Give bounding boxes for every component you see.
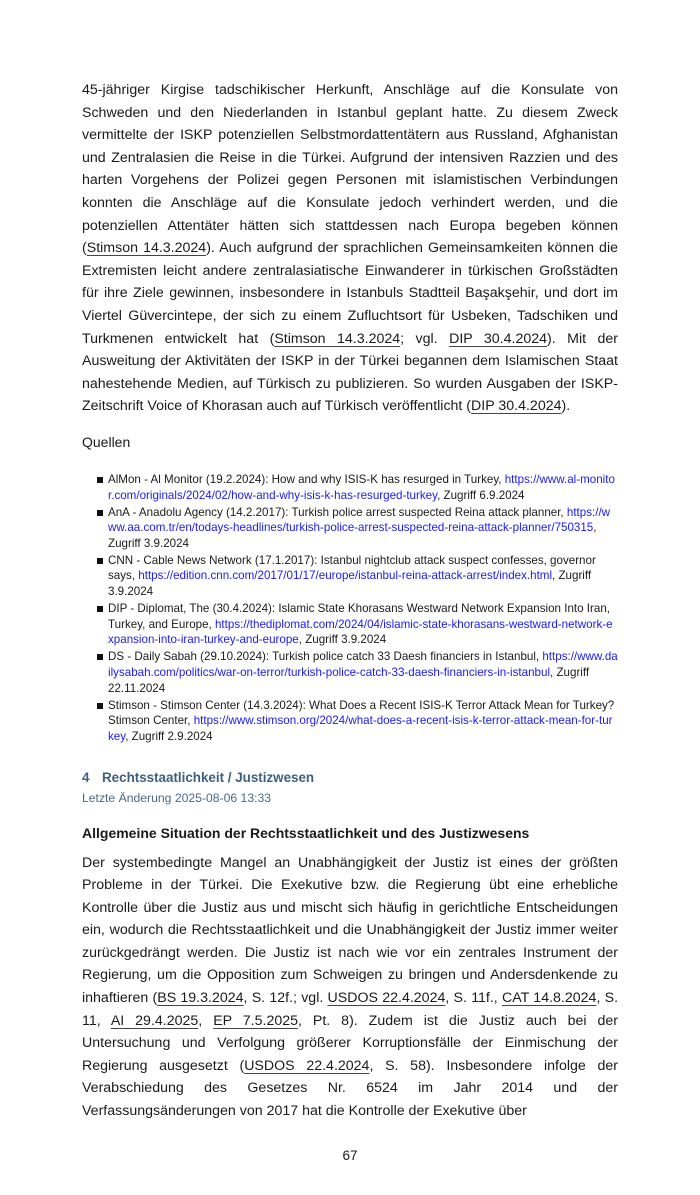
section-title: Rechtsstaatlichkeit / Justizwesen	[102, 769, 315, 785]
paragraph-text: 45-jähriger Kirgise tadschikischer Herkunft, Anschläge auf die Konsulate von Schweden und den Niederlanden in Istanbul geplant hatte. Zu diesem Zweck vermittelte der ISKP potenziellen Selbstmordattentätern aus Russland, Afghanistan und Zentralasien die Reise in die Türkei. Aufgrund der intensiven Razzien und des harten Vorgehens der Polizei gegen Personen mit islamistischen Verbindungen konnten die Anschläge auf die Konsulate jedoch verhindert werden, und die potenziellen Attentäter hätten sich stattdessen nach Europa begeben können (	[82, 82, 618, 257]
source-text: AnA - Anadolu Agency (14.2.2017): Turkish police arrest suspected Reina attack planner,	[108, 505, 567, 519]
paragraph-text: , S. 11,	[82, 990, 619, 1029]
citation-link[interactable]: USDOS 22.4.2024	[244, 1057, 370, 1074]
paragraph-text: ).	[561, 398, 571, 415]
paragraph-text: , Pt. 8). Zudem ist die Justiz auch bei der Untersuchung und Verfolgung größerer Korruptionsfälle der Einmischung der Regierung ausgesetzt (	[82, 1012, 619, 1074]
source-access-date: , Zugriff 22.11.2024	[108, 666, 590, 695]
citation-link[interactable]: DIP 30.4.2024	[449, 330, 548, 347]
citation-link[interactable]: EP 7.5.2025	[213, 1012, 299, 1029]
page-number: 67	[342, 1147, 358, 1163]
source-access-date: , Zugriff 3.9.2024	[298, 633, 387, 647]
source-text: DS - Daily Sabah (29.10.2024): Turkish police catch 33 Daesh financiers in Istanbul,	[108, 650, 543, 664]
last-changed: Letzte Änderung 2025-08-06 13:33	[82, 790, 272, 805]
source-item	[108, 698, 618, 745]
source-item	[108, 553, 618, 600]
paragraph-text: ). Mit der Ausweitung der Aktivitäten der ISKP in der Türkei begannen dem Islamischen Staat nahestehende Medien, auf Türkisch zu publizieren. So wurden Ausgaben der ISKP-Zeitschrift Voice of Khorasan auch auf Türkisch veröffentlicht (	[82, 330, 619, 415]
source-text: AlMon - Al Monitor (19.2.2024): How and why ISIS-K has resurged in Turkey,	[108, 472, 505, 486]
citation-link[interactable]: CAT 14.8.2024	[502, 990, 597, 1007]
paragraph-text: , S. 58). Insbesondere infolge der Verabschiedung des Gesetzes Nr. 6524 im Jahr 2014 und der Verfassungsänderungen von 2017 hat die Kontrolle der Exekutive über	[82, 1057, 618, 1120]
source-access-date: , Zugriff 3.9.2024	[108, 521, 597, 550]
source-item	[108, 472, 618, 503]
source-url-link[interactable]: https://www.dailysabah.com/politics/war-on-terror/turkish-police-catch-33-daesh-financiers-in-istanbul	[108, 650, 618, 680]
citation-link[interactable]: Stimson 14.3.2024	[86, 240, 207, 257]
sources-label: Quellen	[82, 433, 131, 450]
body-paragraph	[82, 79, 618, 418]
paragraph-text: ,	[198, 1012, 214, 1029]
paragraph-text: ). Auch aufgrund der sprachlichen Gemeinsamkeiten können die Extremisten leicht andere zentralasiatische Einwanderer in türkischen Großstädten für ihre Ziele gewinnen, insbesondere in Istanbuls Stadtteil Başakşehir, und dort im Viertel Güvercintepe, der sich zu einem Zufluchtsort für Usbeken, Tadschiken und Turkmenen entwickelt hat (	[82, 240, 618, 347]
body-paragraph	[82, 852, 618, 1123]
citation-link[interactable]: USDOS 22.4.2024	[327, 990, 446, 1007]
source-url-link[interactable]: https://www.aa.com.tr/en/todays-headlines/turkish-police-arrest-suspected-reina-attack-planner/750315	[108, 505, 611, 535]
section-heading	[82, 770, 618, 785]
subheading: Allgemeine Situation der Rechtsstaatlichkeit und des Justizwesens	[82, 824, 530, 841]
source-item	[108, 505, 618, 552]
source-item	[108, 649, 618, 696]
citation-link[interactable]: BS 19.3.2024	[157, 990, 244, 1007]
source-text: DIP - Diplomat, The (30.4.2024): Islamic State Khorasans Westward Network Expansion Into Iran, Turkey, and Europe,	[108, 602, 610, 631]
source-url-link[interactable]: https://www.stimson.org/2024/what-does-a-recent-isis-k-terror-attack-mean-for-turkey	[108, 714, 613, 743]
paragraph-text: , S. 12f.; vgl.	[243, 990, 328, 1007]
source-access-date: , Zugriff 3.9.2024	[108, 569, 592, 599]
citation-link[interactable]: DIP 30.4.2024	[471, 398, 562, 415]
paragraph-text: , S. 11f.,	[445, 990, 502, 1007]
source-access-date: , Zugriff 6.9.2024	[437, 488, 525, 502]
section-number: 4	[82, 769, 90, 785]
paragraph-text: ; vgl.	[400, 330, 450, 347]
source-url-link[interactable]: https://thediplomat.com/2024/04/islamic-state-khorasans-westward-network-expansion-into-iran-turkey-and-europe	[108, 617, 613, 647]
sources-list	[108, 472, 618, 745]
source-url-link[interactable]: https://edition.cnn.com/2017/01/17/europe/istanbul-reina-attack-arrest/index.html	[138, 569, 553, 583]
source-url-link[interactable]: https://www.al-monitor.com/originals/2024/02/how-and-why-isis-k-has-resurged-turkey	[108, 472, 615, 502]
source-item	[108, 601, 618, 648]
paragraph-text: Der systembedingte Mangel an Unabhängigkeit der Justiz ist eines der größten Probleme in der Türkei. Die Exekutive bzw. die Regierung übt eine erhebliche Kontrolle über die Justiz aus und mischt sich häufig in gerichtliche Entscheidungen ein, wodurch die Rechtsstaatlichkeit und die Unabhängigkeit der Justiz immer weiter zurückgedrängt werden. Die Justiz ist nach wie vor ein zentrales Instrument der Regierung, um die Opposition zum Schweigen zu bringen und Andersdenkende zu inhaftieren (	[82, 854, 618, 1007]
source-text: CNN - Cable News Network (17.1.2017): Istanbul nightclub attack suspect confesses, governor says,	[108, 553, 596, 583]
source-text: Stimson - Stimson Center (14.3.2024): What Does a Recent ISIS-K Terror Attack Mean for Turkey? Stimson Center,	[108, 698, 615, 728]
source-access-date: , Zugriff 2.9.2024	[125, 729, 213, 743]
citation-link[interactable]: Stimson 14.3.2024	[274, 330, 401, 347]
citation-link[interactable]: AI 29.4.2025	[110, 1012, 199, 1029]
